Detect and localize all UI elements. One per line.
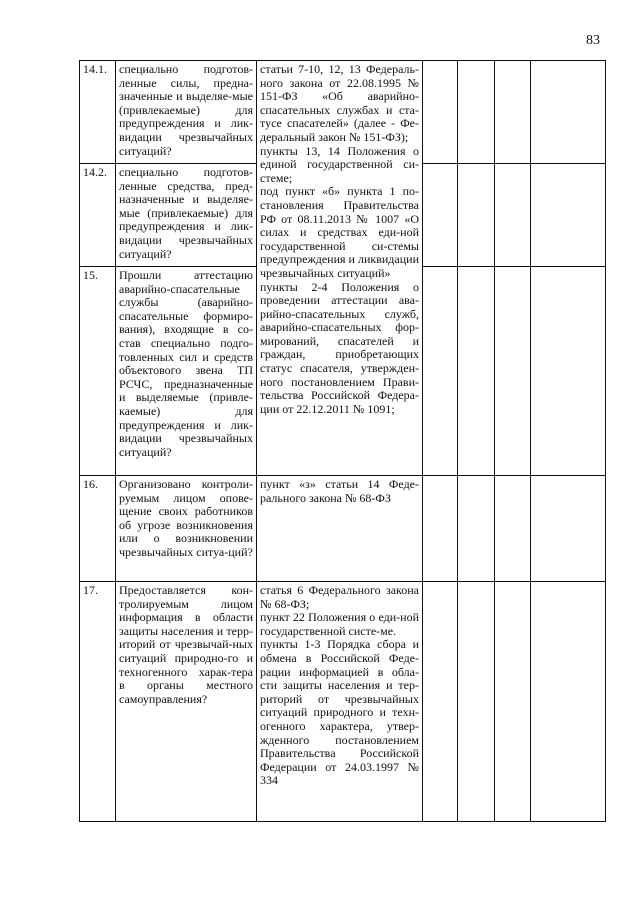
table-row: [80, 476, 606, 582]
legal-reference-item: пункт «з» статьи 14 Феде-рального закона № 68-ФЗ: [260, 477, 419, 505]
answer-na-cell[interactable]: [495, 61, 531, 164]
answer-na-cell[interactable]: [495, 582, 531, 822]
answer-yes-cell[interactable]: [423, 582, 458, 822]
question-text: Организовано контроли-руемым лицом опове-щение своих работников об угрозе возникновения или о возникновении чрезвычайных ситуа-ций?: [116, 476, 257, 582]
answer-no-cell[interactable]: [458, 582, 495, 822]
answer-na-cell[interactable]: [495, 476, 531, 582]
row-number: 15.: [80, 267, 116, 476]
legal-reference: [257, 476, 423, 582]
legal-reference: [257, 61, 423, 476]
row-number: 16.: [80, 476, 116, 582]
answer-na-cell[interactable]: [495, 164, 531, 267]
answer-yes-cell[interactable]: [423, 476, 458, 582]
note-cell[interactable]: [531, 164, 606, 267]
question-text: специально подготов-ленные средства, пред-назначенные и выделяе-мые (привлекаемые) для предупреждения и лик-видации чрезвычайных ситуаций?: [116, 164, 257, 267]
question-text: Предоставляется кон-тролируемым лицом информация в области защиты населения и терр-иторий от чрезвычай-ных ситуаций природно-го и техногенного харак-тера в органы местного самоуправления?: [116, 582, 257, 822]
table-row: [80, 61, 606, 164]
row-number: 14.1.: [80, 61, 116, 164]
page-number: 83: [586, 33, 600, 48]
note-cell[interactable]: [531, 61, 606, 164]
answer-no-cell[interactable]: [458, 476, 495, 582]
legal-reference-item: статьи 7-10, 12, 13 Федераль-ного закона от 22.08.1995 № 151-ФЗ «Об аварийно-спасательных службах и ста-тусе спасателей» (далее - Фе-деральный закон № 151-ФЗ);: [260, 62, 419, 144]
row-number: 14.2.: [80, 164, 116, 267]
checklist-table: [79, 60, 606, 822]
answer-yes-cell[interactable]: [423, 164, 458, 267]
legal-reference-item: под пункт «б» пункта 1 по-становления Правительства РФ от 08.11.2013 № 1007 «О силах и средствах еди-ной государственной си-стемы предупреждения и ликвидации чрезвычайных ситуаций»: [260, 184, 419, 280]
answer-no-cell[interactable]: [458, 61, 495, 164]
answer-no-cell[interactable]: [458, 267, 495, 476]
note-cell[interactable]: [531, 582, 606, 822]
answer-yes-cell[interactable]: [423, 61, 458, 164]
question-text: Прошли аттестацию аварийно-спасательные службы (аварийно-спасательные формиро-вания), входящие в со-став специально подго-товленных сил и средств объектового звена ТП РСЧС, предназначенные и выделяемые (привле-каемые) для предупреждения и лик-видации чрезвычайных ситуаций?: [116, 267, 257, 476]
legal-reference-item: пункты 2-4 Положения о проведении аттестации ава-рийно-спасательных служб, аварийно-спасательных фор-мирований, спасателей и граждан, приобретающих статус спасателя, утвержден-ного постановлением Прави-тельства Российской Федера-ции от 22.12.2011 № 1091;: [260, 279, 419, 416]
legal-reference: [257, 582, 423, 822]
answer-na-cell[interactable]: [495, 267, 531, 476]
legal-reference-item: пункт 22 Положения о еди-ной государственной систе-ме.: [260, 610, 419, 638]
note-cell[interactable]: [531, 267, 606, 476]
legal-reference-item: пункты 13, 14 Положения о единой государственной си-стеме;: [260, 143, 419, 185]
answer-no-cell[interactable]: [458, 164, 495, 267]
row-number: 17.: [80, 582, 116, 822]
legal-reference-item: пункты 1-3 Порядка сбора и обмена в Российской Феде-рации информацией в обла-сти защиты населения и тер-риторий от чрезвычайных ситуаций природного и техн-огенного характера, утвер-жденного постановлением Правительства Российской Федерации от 24.03.1997 № 334: [260, 637, 419, 788]
answer-yes-cell[interactable]: [423, 267, 458, 476]
legal-reference-item: статья 6 Федерального закона № 68-ФЗ;: [260, 583, 419, 611]
note-cell[interactable]: [531, 476, 606, 582]
question-text: специально подготов-ленные силы, предна-значенные и выделяе-мые (привлекаемые) для предупреждения и лик-видации чрезвычайных ситуаций?: [116, 61, 257, 164]
table-row: [80, 582, 606, 822]
